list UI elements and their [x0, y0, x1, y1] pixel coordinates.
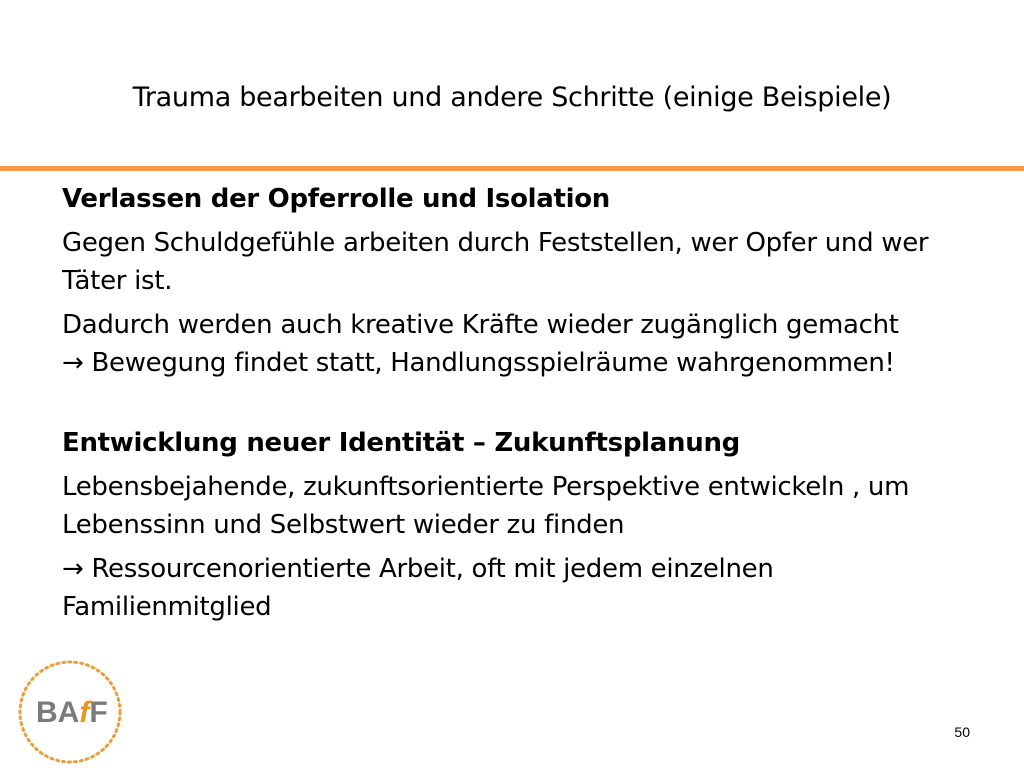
section-heading-victim-role: Verlassen der Opferrolle und Isolation [62, 184, 611, 214]
page-number: 50 [954, 724, 970, 740]
baff-logo-icon [8, 656, 138, 766]
section-spacer [62, 388, 982, 424]
paragraph-perspective: Lebensbejahende, zukunftsorientierte Perspektive entwickeln , um Lebenssinn und Selbstwert wieder zu finden [62, 472, 910, 540]
slide-content [62, 180, 982, 632]
paragraph-guilt: Gegen Schuldgefühle arbeiten durch Feststellen, wer Opfer und wer Täter ist. [62, 228, 929, 296]
slide-title: Trauma bearbeiten und andere Schritte (einige Beispiele) [132, 82, 892, 113]
paragraph-resources-text: Ressourcenorientierte Arbeit, oft mit jedem einzelnen Familienmitglied [62, 554, 774, 622]
section-heading-identity: Entwicklung neuer Identität – Zukunftsplanung [62, 428, 740, 458]
logo-text-italic: f [79, 696, 90, 729]
arrow-right-icon: → [62, 348, 84, 378]
title-divider [0, 166, 1024, 171]
paragraph-creative-forces [62, 306, 982, 382]
paragraph-movement-text: Bewegung findet statt, Handlungsspielräume wahrgenommen! [83, 348, 895, 378]
paragraph-resources [62, 550, 982, 626]
paragraph-creative-forces-text: Dadurch werden auch kreative Kräfte wieder zugänglich gemacht [62, 310, 899, 340]
logo-text [36, 696, 108, 729]
arrow-right-icon: → [62, 554, 84, 584]
logo-text-suffix: F [89, 696, 108, 729]
logo-text-prefix: BA [36, 696, 80, 729]
